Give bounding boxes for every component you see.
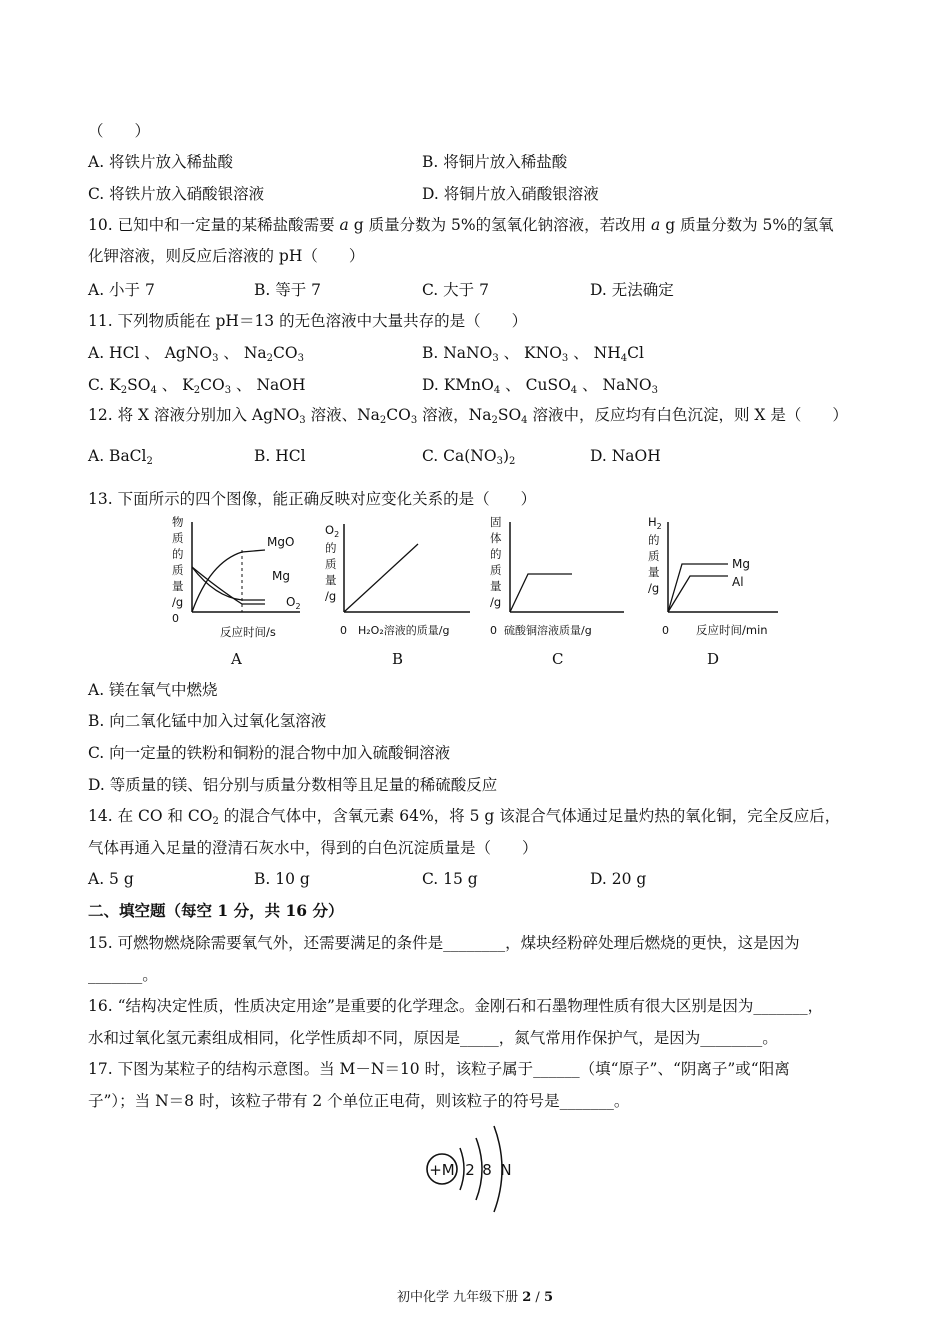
q13-option-c: C. 向一定量的铁粉和铜粉的混合物中加入硫酸铜溶液 [88,744,451,762]
chart-d-ylabel-4: /g [648,581,660,595]
q11-option-c: C. $K_2SO_4$ 、 $K_2CO_3$ 、 NaOH [88,376,306,396]
chart-a-series-o2: $O_2$ [286,595,301,611]
q13-chart-d [644,512,784,644]
q17-line2: 子”）；当 N＝8 时，该粒子带有 2 个单位正电荷，则该粒子的符号是_______。 [88,1092,630,1110]
chart-a-origin: 0 [172,612,179,625]
chart-d-ylabel-h2: $H_2$ [648,515,662,531]
chart-c-ylabel-6: /g [490,595,502,609]
q12-option-b: B. HCl [254,447,306,465]
q9-option-d: D. 将铜片放入硝酸银溶液 [422,185,599,203]
chart-a-series-mgo: MgO [267,535,295,549]
chart-d-mg-line [668,564,728,612]
chart-d-xlabel: 反应时间/min [696,623,768,637]
q10-option-b: B. 等于 7 [254,281,322,299]
chart-d-series-mg: Mg [732,557,750,571]
q16-line2: 水和过氧化氢元素组成相同，化学性质却不同，原因是_____，氮气常用作保护气，是因为________。 [88,1029,778,1047]
q15-line1: 15. 可燃物燃烧除需要氧气外，还需要满足的条件是________，煤块经粉碎处理后燃烧的更快，这是因为 [88,934,800,952]
chart-a-mgo-curve [192,550,265,612]
q17-line1: 17. 下图为某粒子的结构示意图。当 M－N＝10 时，该粒子属于______（填“原子”、“阴离子”或“阳离 [88,1060,790,1078]
chart-c-ylabel-4: 质 [490,563,502,577]
q13-stem: 13. 下面所示的四个图像，能正确反映对应变化关系的是（ ） [88,490,537,508]
shell-arc-1 [460,1148,464,1190]
chart-a-xlabel: 反应时间/s [220,625,276,639]
page-total: 5 [543,1290,553,1305]
q9-paren: （ ） [88,122,151,140]
chart-c-ylabel-3: 的 [490,547,502,561]
q10-option-a: A. 小于 7 [88,281,155,299]
q9-option-b: B. 将铜片放入稀盐酸 [422,153,568,171]
chart-b-xlabel: H₂O₂溶液的质量/g [358,624,450,637]
chart-d-series-al: Al [732,575,744,589]
chart-b-ylabel-1: 的 [325,541,337,555]
chart-d-ylabel-2: 质 [648,549,660,563]
chart-d-ylabel-3: 量 [648,565,660,579]
page-footer: 初中化学 九年级下册 2 / 5 [396,1290,553,1305]
chart-a-ylabel-2: 质 [172,531,184,545]
page-number: 2 [522,1290,532,1305]
q12-option-a: A. BaCl$_2$ [88,447,153,467]
chart-b-ylabel-o2: $O_2$ [325,523,340,539]
q12-option-c: C. $Ca(NO_3)_2$ [422,447,516,467]
shell-arc-2 [476,1138,482,1200]
chart-c-ylabel-1: 固 [490,515,502,529]
q14-option-d: D. 20 g [590,870,647,888]
nucleus-label: +M [429,1161,455,1179]
q14-option-c: C. 15 g [422,870,478,888]
q14-stem-line1: 14. 在 CO 和 $CO_2$ 的混合气体中，含氧元素 64%，将 5 g 该混合气体通过足量灼热的氧化铜，完全反应后， [88,807,841,827]
q13-option-d: D. 等质量的镁、铝分别与质量分数相等且足量的稀硫酸反应 [88,776,498,794]
shell-2-electrons: 8 [482,1161,492,1179]
chart-c-origin: 0 [490,624,497,637]
chart-b-ylabel-4: /g [325,589,337,603]
shell-1-electrons: 2 [465,1161,475,1179]
q13-chart-b [318,512,478,644]
chart-a-ylabel-6: /g [172,595,184,609]
q11-option-b: B. NaNO$_3$ 、 $KNO_3$ 、 $NH_4Cl$ [422,344,644,364]
chart-b-line [344,544,418,612]
q9-option-c: C. 将铁片放入硝酸银溶液 [88,185,265,203]
q12-option-d: D. NaOH [590,447,661,465]
q12-stem: 12. 将 X 溶液分别加入 AgNO$_3$ 溶液、$Na_2CO_3$ 溶液，$Na_2SO_4$ 溶液中，反应均有白色沉淀，则 X 是（ ） [88,406,848,426]
chart-b-ylabel-3: 量 [325,573,337,587]
q11-stem: 11. 下列物质能在 pH＝13 的无色溶液中大量共存的是（ ） [88,312,528,330]
q13-option-b: B. 向二氧化锰中加入过氧化氢溶液 [88,712,327,730]
q9-option-a: A. 将铁片放入稀盐酸 [88,153,234,171]
q13-caption-a: A [231,650,242,668]
q10-stem-line1: 10. 已知中和一定量的某稀盐酸需要 a g 质量分数为 5%的氢氧化钠溶液，若改用 a g 质量分数为 5%的氢氧 [88,216,834,234]
chart-a-ylabel-3: 的 [172,547,184,561]
q10-stem-line2: 化钾溶液，则反应后溶液的 pH（ ） [88,247,365,265]
q13-caption-c: C [552,650,564,668]
q13-chart-a [160,512,310,644]
q15-line2: _______。 [88,966,158,984]
chart-c-ylabel-2: 体 [490,531,502,545]
chart-c-ylabel-5: 量 [490,579,502,593]
chart-c-line [510,574,572,612]
section-heading: 二、填空题（每空 1 分，共 16 分） [88,901,344,920]
atom-structure-diagram [418,1118,533,1218]
chart-d-origin: 0 [662,624,669,637]
q14-option-b: B. 10 g [254,870,310,888]
chart-a-ylabel-5: 量 [172,579,184,593]
q13-caption-d: D [707,650,720,668]
q14-option-a: A. 5 g [88,870,134,888]
chart-a-ylabel-4: 质 [172,563,184,577]
chart-b-ylabel-2: 质 [325,557,337,571]
q14-stem-line2: 气体再通入足量的澄清石灰水中，得到的白色沉淀质量是（ ） [88,839,538,857]
q13-chart-c [486,512,631,644]
chart-c-xlabel: 硫酸铜溶液质量/g [504,624,592,637]
q10-option-c: C. 大于 7 [422,281,489,299]
chart-a-o2-curve [192,567,265,604]
q10-option-d: D. 无法确定 [590,281,674,299]
chart-d-ylabel-1: 的 [648,533,660,547]
q11-option-a: A. HCl 、 AgNO$_3$ 、 $Na_2CO_3$ [88,344,304,364]
q11-option-d: D. KMnO$_4$ 、 CuSO$_4$ 、 NaNO$_3$ [422,376,658,396]
chart-b-origin: 0 [340,624,347,637]
q13-caption-b: B [392,650,404,668]
chart-a-ylabel-1: 物 [172,515,184,529]
chart-a-series-mg: Mg [272,569,290,583]
q13-option-a: A. 镁在氧气中燃烧 [88,681,218,699]
q16-line1: 16. “结构决定性质，性质决定用途”是重要的化学理念。金刚石和石墨物理性质有很大区别是因为_______， [88,997,824,1015]
shell-3-electrons: N [500,1161,512,1179]
